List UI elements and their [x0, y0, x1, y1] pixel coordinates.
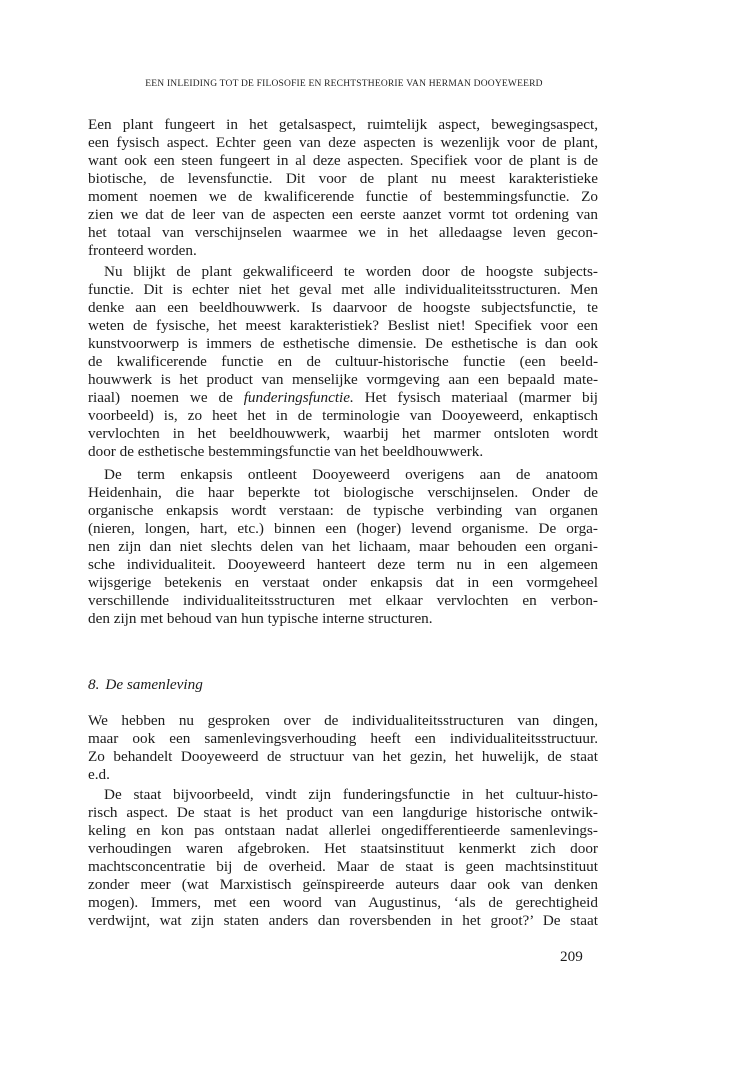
text-line	[88, 389, 598, 407]
text-line: Nu blijkt de plant gekwalificeerd te worden door de hoogste subjects-	[104, 263, 598, 280]
text-line: de kwalificerende functie en de cultuur-historische functie (een beeld-	[88, 353, 598, 370]
text-line: door de esthetische bestemmingsfunctie van het beeldhouwwerk.	[88, 443, 484, 460]
text-line: biotische, de levensfunctie. Dit voor de plant nu meest karakteristieke	[88, 170, 598, 187]
text-line: Heidenhain, die haar beperkte tot biologische verschijnselen. Onder de	[88, 484, 598, 501]
text-line: het totaal van verschijnselen waarmee we in het alledaagse leven gecon-	[88, 224, 598, 241]
text-line: zien we dat de leer van de aspecten een eerste aanzet vormt tot ordening van	[88, 206, 598, 223]
text-line: moment noemen we de kwalificerende functie of bestemmingsfunctie. Zo	[88, 188, 598, 205]
text-line: voorbeeld) is, zo heet het in de terminologie van Dooyeweerd, enkaptisch	[88, 407, 598, 424]
text-line: nen zijn dan niet slechts delen van het lichaam, maar behouden een organi-	[88, 538, 598, 555]
text-line: verschillende individualiteitsstructuren met elkaar vervlochten en verbon-	[88, 592, 598, 609]
text-line: een fysisch aspect. Echter geen van deze aspecten is wezenlijk voor de plant,	[88, 134, 598, 151]
page-number: 209	[560, 948, 583, 965]
text-line: zonder meer (wat Marxistisch geïnspireerde auteurs daar ook van denken	[88, 876, 598, 893]
text-line: Zo behandelt Dooyeweerd de structuur van het gezin, het huwelijk, de staat	[88, 748, 598, 765]
text-line: De term enkapsis ontleent Dooyeweerd overigens aan de anatoom	[104, 466, 598, 483]
running-header: EEN INLEIDING TOT DE FILOSOFIE EN RECHTSTHEORIE VAN HERMAN DOOYEWEERD	[145, 79, 543, 89]
text-line: kunstvoorwerp is immers de esthetische dimensie. De esthetische is dan ook	[88, 335, 598, 352]
text-line: wijsgerige betekenis en verstaat onder enkapsis dat in een vormgeheel	[88, 574, 598, 591]
text-line: Een plant fungeert in het getalsaspect, ruimtelijk aspect, bewegingsaspect,	[88, 116, 598, 133]
text-line: mogen). Immers, met een woord van Augustinus, ‘als de gerechtigheid	[88, 894, 598, 911]
text-line: keling en kon pas ontstaan nadat allerlei ongedifferentieerde samenlevings-	[88, 822, 598, 839]
text-line: De staat bijvoorbeeld, vindt zijn funderingsfunctie in het cultuur-histo-	[104, 786, 598, 803]
text-line: functie. Dit is echter niet het geval met alle individualiteitsstructuren. Men	[88, 281, 598, 298]
emphasis-term: funderingsfunctie.	[243, 389, 354, 406]
text-line: (nieren, longen, hart, etc.) binnen een (hoger) levend organisme. De orga-	[88, 520, 598, 537]
text-fragment: Het fysisch materiaal (marmer bij	[353, 389, 599, 406]
text-line: verdwijnt, wat zijn staten anders dan roversbenden in het groot?’ De staat	[88, 912, 598, 929]
text-line: maar ook een samenlevingsverhouding heeft een individualiteitsstructuur.	[88, 730, 598, 747]
text-line: weten de fysische, het meest karakteristiek? Beslist niet! Specifiek voor een	[88, 317, 598, 334]
text-line: houwwerk is het product van menselijke vormgeving aan een bepaald mate-	[88, 371, 598, 388]
text-fragment: riaal) noemen we de	[88, 389, 244, 406]
text-line: denke aan een beeldhouwwerk. Is daarvoor de hoogste subjectsfunctie, te	[88, 299, 598, 316]
text-line: sche individualiteit. Dooyeweerd hanteert deze term nu in een algemeen	[88, 556, 598, 573]
text-line: fronteerd worden.	[88, 242, 197, 259]
text-line: want ook een steen fungeert in al deze aspecten. Specifiek voor de plant is de	[88, 152, 598, 169]
text-line: e.d.	[88, 766, 110, 783]
section-number: 8.	[88, 676, 100, 693]
text-line: vervlochten in het beeldhouwwerk, waarbij het marmer ontsloten wordt	[88, 425, 598, 442]
section-heading	[88, 676, 203, 694]
text-line: machtsconcentratie bij de overheid. Maar de staat is geen machtsinstituut	[88, 858, 598, 875]
section-title: De samenleving	[105, 676, 203, 693]
text-line: risch aspect. De staat is het product van een langdurige historische ontwik-	[88, 804, 598, 821]
text-line: We hebben nu gesproken over de individualiteitsstructuren van dingen,	[88, 712, 598, 729]
text-line: verhoudingen waren afgebroken. Het staatsinstituut kenmerkt zich door	[88, 840, 598, 857]
text-line: organische enkapsis wordt verstaan: de typische verbinding van organen	[88, 502, 598, 519]
text-line: den zijn met behoud van hun typische interne structuren.	[88, 610, 433, 627]
